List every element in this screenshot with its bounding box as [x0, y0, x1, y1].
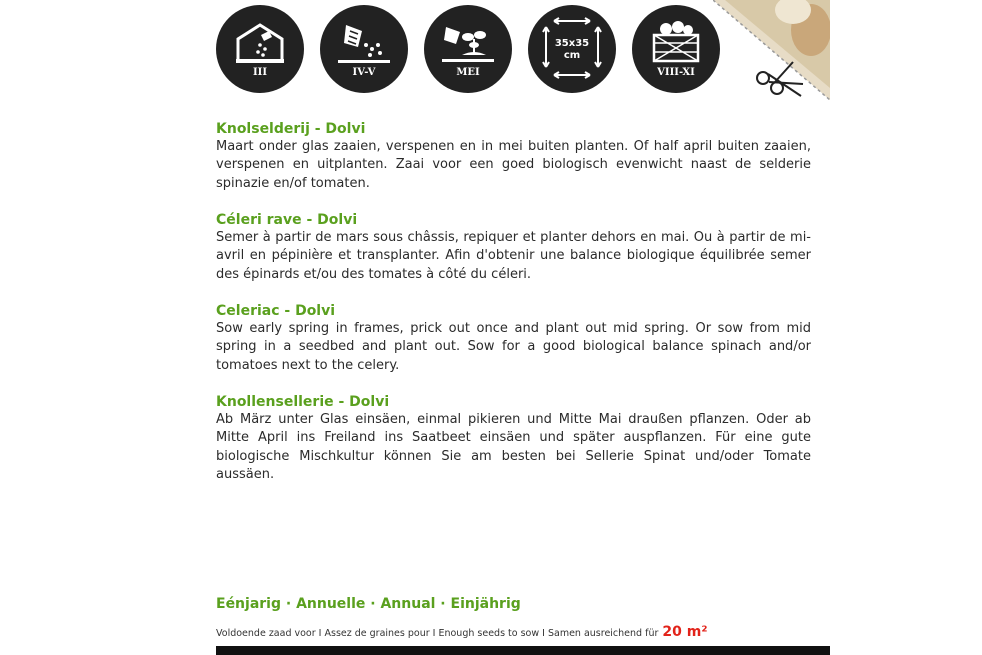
cut-here-corner [713, 0, 830, 100]
harvest-crate-icon: VIII-XI [632, 5, 720, 93]
section-dutch [216, 120, 811, 193]
section-body: Semer à partir de mars sous châssis, repiquer et planter dehors en mai. Ou à partir de mi-avril en pépinière et transplanter. Afin d'obtenir une balance biologique équilibrée semer des épinards et/ou des tomates à côté du céleri. [216, 230, 811, 282]
section-title: Knolselderij - Dolvi [216, 121, 366, 137]
spacing-icon [528, 5, 616, 93]
bottom-bar [216, 646, 830, 655]
spacing-value: 35x35 [554, 38, 590, 49]
greenhouse-sowing-icon: III [216, 5, 304, 93]
transplant-icon: MEI [424, 5, 512, 93]
section-title: Céleri rave - Dolvi [216, 212, 358, 228]
section-title: Celeriac - Dolvi [216, 303, 336, 319]
section-body: Ab März unter Glas einsäen, einmal pikieren und Mitte Mai draußen pflanzen. Oder ab Mitte April ins Freiland ins Saatbeet einsäen und später auspflanzen. Für eine gute biologische Mischkultur können Sie am besten bei Sellerie Spinat und/oder Tomate aussäen. [216, 412, 811, 483]
section-body: Maart onder glas zaaien, verspenen en in mei buiten planten. Of half april buiten zaaien, verspenen en uitplanten. Zaai voor een goed biologisch evenwicht naast de selderie spinazie en/of tomaten. [216, 139, 811, 191]
seeds-area: 20 m² [662, 624, 708, 640]
seed-packet-back [208, 0, 830, 655]
annual-label: Eénjarig · Annuelle · Annual · Einjährig [216, 596, 521, 612]
section-english [216, 302, 811, 375]
section-german [216, 393, 811, 485]
section-french [216, 211, 811, 284]
hand-sowing-icon: IV-V [320, 5, 408, 93]
section-title: Knollensellerie - Dolvi [216, 394, 390, 410]
spacing-unit: cm [563, 50, 581, 61]
seeds-text: Voldoende zaad voor I Assez de graines pour I Enough seeds to sow I Samen ausreichend für [216, 628, 659, 639]
section-body: Sow early spring in frames, prick out once and plant out mid spring. Or sow from mid spring in a seedbed and plant out. Sow for a good biological balance spinach and/or tomatoes next to the celery. [216, 321, 811, 373]
seeds-coverage [216, 624, 707, 640]
